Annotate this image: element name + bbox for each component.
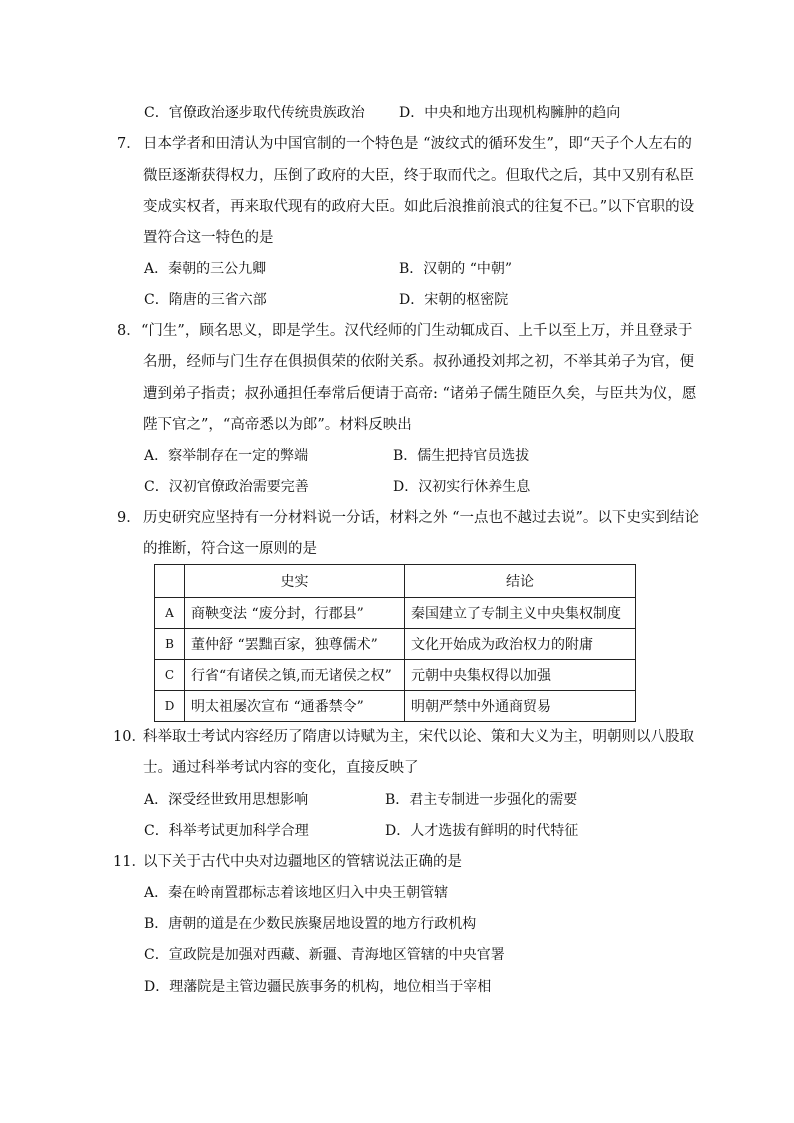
q8-option-b: B．儒生把持官员选拔: [393, 448, 530, 464]
q10-option-d: D．人才选拔有鲜明的时代特征: [385, 823, 579, 839]
table-header-conclusion: 结论: [405, 565, 636, 598]
row-conclusion: 元朝中央集权得以加强: [405, 660, 636, 691]
q7-stem-line-3: 变成实权者，再来取代现有的政府大臣。如此后浪推前浪式的往复不已。”以下官职的设: [143, 199, 695, 215]
row-fact: 行省“有诸侯之镇,而无诸侯之权”: [185, 660, 405, 691]
q8-stem-line-3: 遭到弟子指责；叔孙通担任奉常后便请于高帝: “诸弟子儒生随臣久矣，与臣共为仪，愿: [143, 386, 697, 402]
q7-option-b: B．汉朝的 “中朝”: [399, 261, 513, 277]
row-fact: 董仲舒 “罢黜百家，独尊儒术”: [185, 629, 405, 660]
row-fact: 明太祖屡次宣布 “通番禁令”: [185, 691, 405, 722]
q7-number: 7．: [117, 136, 141, 152]
q6-option-d: D．中央和地方出现机构臃肿的趋向: [399, 105, 621, 121]
table-header-key: [155, 565, 185, 598]
table-row: [155, 691, 636, 722]
table-row: [155, 598, 636, 629]
q7-stem-line-2: 微臣逐渐获得权力，压倒了政府的大臣，终于取而代之。但取代之后，其中又别有私臣: [143, 168, 694, 184]
row-conclusion: 秦国建立了专制主义中央集权制度: [405, 598, 636, 629]
q8-option-c: C．汉初官僚政治需要完善: [144, 479, 309, 495]
row-key: A: [155, 598, 185, 629]
table-row: [155, 629, 636, 660]
q9-stem-line-1: 历史研究应坚持有一分材料说一分话，材料之外 “一点也不越过去说”。以下史实到结论: [143, 510, 699, 526]
q10-option-b: B．君主专制进一步强化的需要: [385, 792, 578, 808]
q8-stem-line-2: 名册，经师与门生存在俱损俱荣的依附关系。叔孙通投刘邦之初，不举其弟子为官，便: [143, 354, 694, 370]
q7-option-a: A．秦朝的三公九卿: [144, 261, 267, 277]
q11-stem: 以下关于古代中央对边疆地区的管辖说法正确的是: [143, 854, 462, 870]
q11-option-a: A．秦在岭南置郡标志着该地区归入中央王朝管辖: [144, 885, 449, 901]
table-header-fact: 史实: [185, 565, 405, 598]
table-row: [155, 660, 636, 691]
q11-number: 11．: [113, 854, 146, 870]
q11-option-c: C．宣政院是加强对西藏、新疆、青海地区管辖的中央官署: [144, 947, 505, 963]
q10-option-c: C．科举考试更加科学合理: [144, 823, 309, 839]
q11-option-d: D．理藩院是主管边疆民族事务的机构，地位相当于宰相: [144, 979, 492, 995]
row-key: C: [155, 660, 185, 691]
row-conclusion: 明朝严禁中外通商贸易: [405, 691, 636, 722]
q8-stem-line-4: 陛下官之”，“高帝悉以为郎”。材料反映出: [143, 417, 412, 433]
row-fact: 商鞅变法 “废分封，行郡县”: [185, 598, 405, 629]
q9-stem-line-2: 的推断，符合这一原则的是: [143, 541, 317, 557]
q8-number: 8．: [117, 323, 141, 339]
q10-number: 10．: [113, 729, 146, 745]
table-header-row: [155, 565, 636, 598]
q7-option-c: C．隋唐的三省六部: [144, 292, 267, 308]
row-key: D: [155, 691, 185, 722]
q9-table: [154, 564, 636, 722]
row-conclusion: 文化开始成为政治权力的附庸: [405, 629, 636, 660]
q7-stem-line-4: 置符合这一特色的是: [143, 230, 274, 246]
q7-stem-line-1: 日本学者和田清认为中国官制的一个特色是 “波纹式的循环发生”，即“天子个人左右的: [143, 136, 692, 152]
q10-stem-line-1: 科举取士考试内容经历了隋唐以诗赋为主，宋代以论、策和大义为主，明朝则以八股取: [143, 729, 694, 745]
q11-option-b: B．唐朝的道是在少数民族聚居地设置的地方行政机构: [144, 916, 477, 932]
q8-option-d: D．汉初实行休养生息: [393, 479, 531, 495]
q7-option-d: D．宋朝的枢密院: [399, 292, 509, 308]
q8-option-a: A．察举制存在一定的弊端: [144, 448, 309, 464]
row-key: B: [155, 629, 185, 660]
q9-number: 9．: [117, 510, 141, 526]
q10-stem-line-2: 士。通过科举考试内容的变化，直接反映了: [143, 760, 419, 776]
q6-option-c: C．官僚政治逐步取代传统贵族政治: [144, 105, 365, 121]
q8-stem-line-1: “门生”，顾名思义，即是学生。汉代经师的门生动辄成百、上千以至上万，并且登录于: [141, 323, 693, 339]
q10-option-a: A．深受经世致用思想影响: [144, 792, 309, 808]
